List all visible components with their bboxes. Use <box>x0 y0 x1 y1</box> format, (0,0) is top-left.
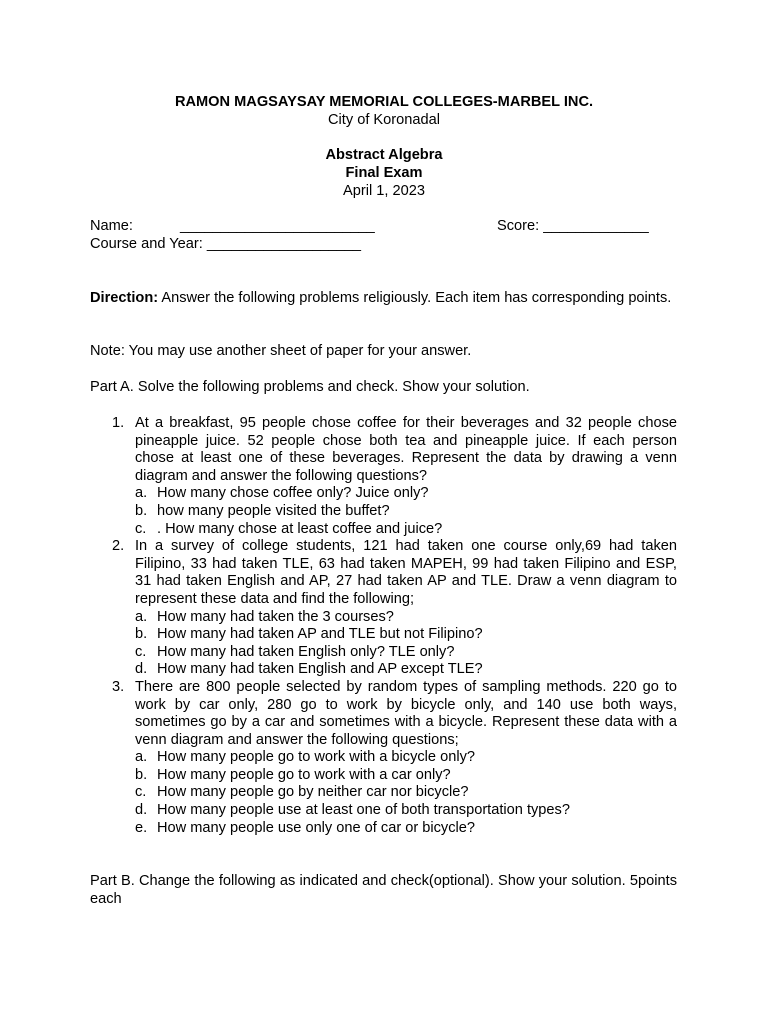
sub-text: How many people use at least one of both transportation types? <box>157 802 570 819</box>
sub-question <box>135 503 677 521</box>
sub-question <box>135 485 677 503</box>
name-label: Name: <box>90 218 133 234</box>
name-blank: ________________________ <box>180 218 375 234</box>
sub-question-list <box>135 749 677 837</box>
sub-text: How many people go by neither car nor bicycle? <box>157 784 469 801</box>
sub-letter: c. <box>135 784 147 801</box>
score-field: Score: _____________ <box>497 218 649 234</box>
city-line: City of Koronadal <box>328 112 440 128</box>
sub-letter: a. <box>135 749 148 766</box>
sub-letter: c. <box>135 520 147 537</box>
sub-question <box>135 644 677 662</box>
sub-text: How many people go to work with a car only? <box>157 766 451 783</box>
subject-title: Abstract Algebra <box>325 147 443 163</box>
sub-text: How many had taken AP and TLE but not Filipino? <box>157 626 483 643</box>
sub-question-list <box>135 485 677 538</box>
sub-question <box>135 767 677 785</box>
sub-letter: d. <box>135 661 148 678</box>
sub-text: How many people go to work with a bicycle only? <box>157 749 475 766</box>
sub-question <box>135 609 677 627</box>
sub-letter: b. <box>135 502 148 519</box>
sub-letter: b. <box>135 766 148 783</box>
sub-text: . How many chose at least coffee and juice? <box>157 520 443 537</box>
exam-date: April 1, 2023 <box>343 183 425 199</box>
direction-text: Answer the following problems religiously. Each item has corresponding points. <box>158 290 672 306</box>
sub-letter: d. <box>135 802 148 819</box>
sub-question-list <box>135 609 677 679</box>
problem-number: 2. <box>112 538 125 555</box>
institution-title: RAMON MAGSAYSAY MEMORIAL COLLEGES-MARBEL INC. <box>174 94 594 110</box>
direction-label: Direction: <box>90 290 159 306</box>
sub-question <box>135 784 677 802</box>
problem-number: 3. <box>112 678 125 695</box>
sub-letter: a. <box>135 608 148 625</box>
part-b-heading: Part B. Change the following as indicated and check(optional). Show your solution. 5points each <box>90 873 677 907</box>
sub-question <box>135 661 677 679</box>
problem-item <box>90 679 677 837</box>
sub-question <box>135 521 677 539</box>
problem-list <box>90 415 677 837</box>
sub-text: How many chose coffee only? Juice only? <box>157 485 429 502</box>
sub-question <box>135 820 677 838</box>
sub-text: how many people visited the buffet? <box>157 502 390 519</box>
sub-text: How many people use only one of car or bicycle? <box>157 819 475 836</box>
note-line: Note: You may use another sheet of paper for your answer. <box>90 343 472 359</box>
problem-number: 1. <box>112 415 125 431</box>
problem-text: At a breakfast, 95 people chose coffee for their beverages and 32 people chose pineapple juice. 52 people chose both tea and pineapple juice. If each person chose at least one of these beverages. Represent the data by drawing a venn diagram and answer the following questions? <box>135 415 677 484</box>
sub-text: How many had taken the 3 courses? <box>157 608 394 625</box>
sub-text: How many had taken English only? TLE only? <box>157 643 455 660</box>
sub-letter: c. <box>135 643 147 660</box>
exam-title: Final Exam <box>345 165 423 181</box>
problem-item <box>90 415 677 538</box>
problem-item <box>90 538 677 679</box>
problem-text: There are 800 people selected by random types of sampling methods. 220 go to work by car only, 280 go to work by bicycle only, and 140 use both ways, sometimes go by a car and sometimes with a bicycle. Represent these data with a venn diagram and answer the following questions; <box>135 678 677 748</box>
part-a-heading: Part A. Solve the following problems and check. Show your solution. <box>90 379 530 395</box>
sub-question <box>135 802 677 820</box>
sub-letter: a. <box>135 485 148 502</box>
course-year-field: Course and Year: ___________________ <box>90 236 362 252</box>
sub-text: How many had taken English and AP except TLE? <box>157 661 483 678</box>
direction-paragraph <box>90 290 677 308</box>
sub-question <box>135 626 677 644</box>
problem-text: In a survey of college students, 121 had taken one course only,69 had taken Filipino, 33 had taken TLE, 63 had taken MAPEH, 99 had taken Filipino and ESP, 31 had taken English and AP, 27 had taken AP and TLE. Draw a venn diagram to represent these data and find the following; <box>135 538 677 607</box>
sub-letter: e. <box>135 819 148 836</box>
sub-question <box>135 749 677 767</box>
sub-letter: b. <box>135 626 148 643</box>
